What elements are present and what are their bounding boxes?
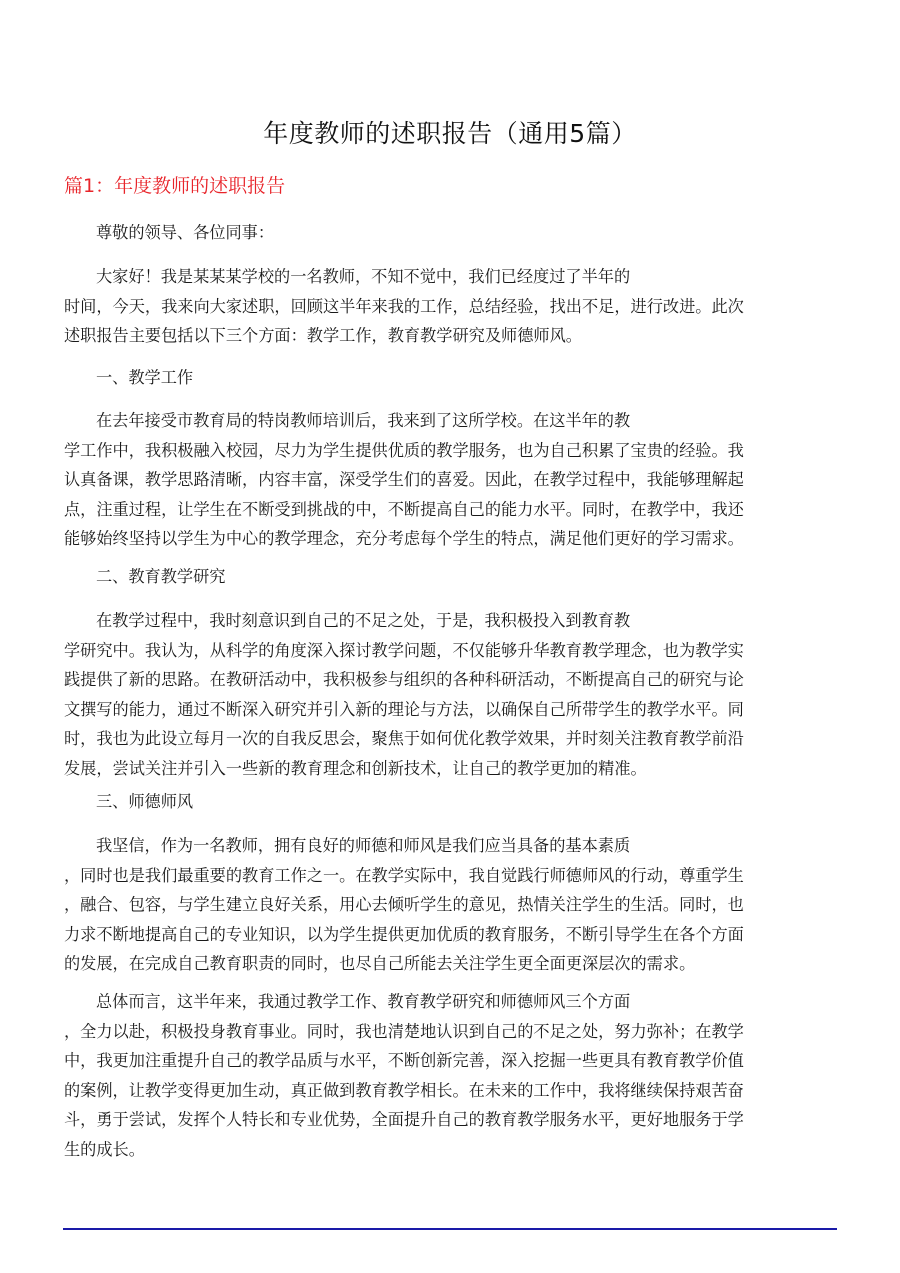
paragraph-line: 点，注重过程，让学生在不断受到挑战的中，不断提高自己的能力水平。同时，在教学中，我还 bbox=[64, 499, 744, 519]
conclusion-paragraph bbox=[64, 987, 836, 1165]
paragraph-line: 大家好！我是某某某学校的一名教师，不知不觉中，我们已经度过了半年的 bbox=[96, 267, 631, 286]
paragraph-line: 述职报告主要包括以下三个方面：教学工作，教育教学研究及师德师风。 bbox=[64, 326, 582, 346]
document-title: 年度教师的述职报告（通用5篇） bbox=[263, 119, 637, 148]
paragraph-line: 发展，尝试关注并引入一些新的教育理念和创新技术，让自己的教学更加的精准。 bbox=[64, 758, 647, 778]
paragraph-line: ，全力以赴，积极投身教育事业。同时，我也清楚地认识到自己的不足之处，努力弥补；在教学 bbox=[64, 1021, 744, 1041]
paragraph-line: 能够始终坚持以学生为中心的教学理念，充分考虑每个学生的特点，满足他们更好的学习需求。 bbox=[64, 529, 744, 549]
paragraph-line: 时间，今天，我来向大家述职，回顾这半年来我的工作，总结经验，找出不足，进行改进。此次 bbox=[64, 296, 744, 316]
paragraph-line: 总体而言，这半年来，我通过教学工作、教育教学研究和师德师风三个方面 bbox=[96, 992, 631, 1011]
paragraph-line: 认真备课，教学思路清晰，内容丰富，深受学生们的喜爱。因此，在教学过程中，我能够理解起 bbox=[64, 470, 744, 490]
paragraph-line: 中，我更加注重提升自己的教学品质与水平，不断创新完善，深入挖掘一些更具有教育教学价值 bbox=[64, 1051, 744, 1071]
paragraph-line: 力求不断地提高自己的专业知识，以为学生提供更加优质的教育服务，不断引导学生在各个方面 bbox=[64, 924, 744, 944]
salutation: 尊敬的领导、各位同事： bbox=[96, 223, 275, 242]
paragraph-line: 的案例，让教学变得更加生动，真正做到教育教学相长。在未来的工作中，我将继续保持艰苦奋 bbox=[64, 1080, 744, 1100]
footer-divider bbox=[63, 1228, 837, 1230]
heading-ethics: 三、师德师风 bbox=[96, 792, 194, 811]
paragraph-line: 学工作中，我积极融入校园，尽力为学生提供优质的教学服务，也为自己积累了宝贵的经验。我 bbox=[64, 440, 744, 460]
paragraph-line: 学研究中。我认为，从科学的角度深入探讨教学问题，不仅能够升华教育教学理念，也为教学实 bbox=[64, 640, 744, 660]
section-title: 篇1：年度教师的述职报告 bbox=[64, 175, 286, 197]
paragraph-line: 在教学过程中，我时刻意识到自己的不足之处，于是，我积极投入到教育教 bbox=[96, 611, 631, 630]
paragraph-line: 我坚信，作为一名教师，拥有良好的师德和师风是我们应当具备的基本素质 bbox=[96, 836, 631, 855]
paragraph-line: ，同时也是我们最重要的教育工作之一。在教学实际中，我自觉践行师德师风的行动，尊重学生 bbox=[64, 865, 744, 885]
paragraph-line: 生的成长。 bbox=[64, 1139, 145, 1159]
paragraph-line: 文撰写的能力，通过不断深入研究并引入新的理论与方法，以确保自己所带学生的教学水平。同 bbox=[64, 699, 744, 719]
paragraph-line: 的发展，在完成自己教育职责的同时，也尽自己所能去关注学生更全面更深层次的需求。 bbox=[64, 954, 696, 974]
paragraph-line: 斗，勇于尝试，发挥个人特长和专业优势，全面提升自己的教育教学服务水平，更好地服务于学 bbox=[64, 1110, 744, 1130]
ethics-paragraph bbox=[64, 831, 836, 979]
heading-research: 二、教育教学研究 bbox=[96, 567, 226, 586]
heading-teaching-work: 一、教学工作 bbox=[96, 368, 194, 387]
paragraph-line: 践提供了新的思路。在教研活动中，我积极参与组织的各种科研活动，不断提高自己的研究与论 bbox=[64, 670, 744, 690]
paragraph-line: 在去年接受市教育局的特岗教师培训后，我来到了这所学校。在这半年的教 bbox=[96, 411, 631, 430]
teaching-work-paragraph bbox=[64, 406, 836, 554]
paragraph-line: 时，我也为此设立每月一次的自我反思会，聚焦于如何优化教学效果，并时刻关注教育教学前沿 bbox=[64, 729, 744, 749]
paragraph-line: ，融合、包容，与学生建立良好关系，用心去倾听学生的意见，热情关注学生的生活。同时，也 bbox=[64, 895, 744, 915]
intro-paragraph bbox=[64, 262, 836, 351]
research-paragraph bbox=[64, 606, 836, 784]
